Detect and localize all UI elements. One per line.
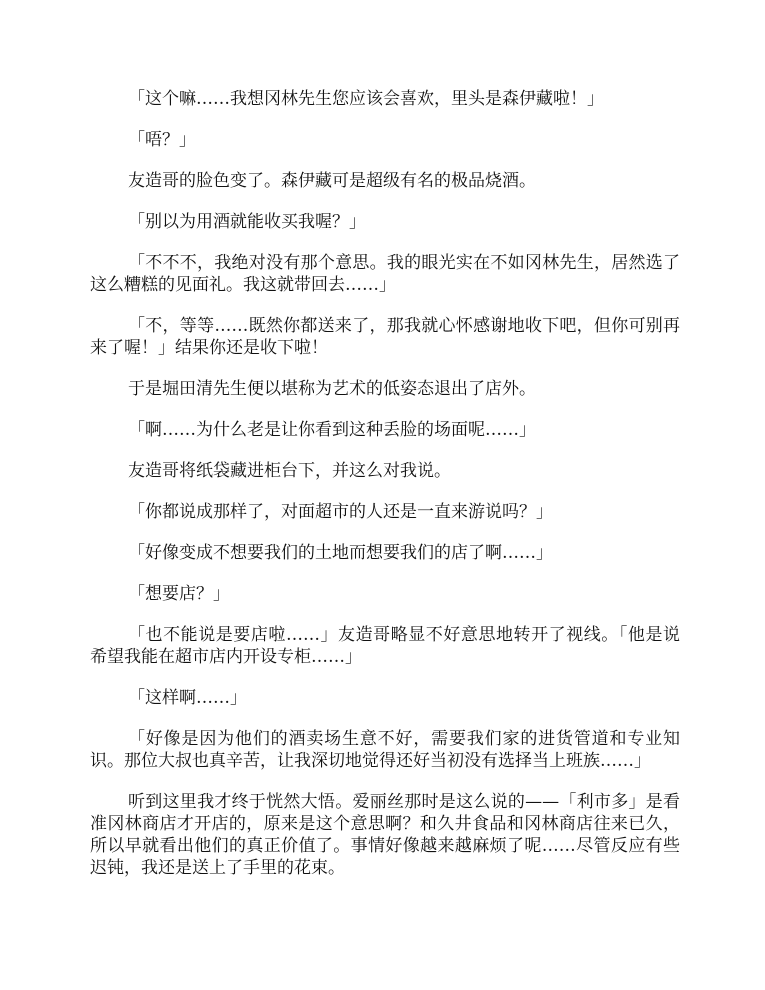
paragraph-11: 「好像变成不想要我们的土地而想要我们的店了啊……」 bbox=[128, 543, 553, 563]
paragraph-14: 「这样啊……」 bbox=[128, 688, 247, 708]
paragraph-13: 「也不能说是要店啦……」友造哥略显不好意思地转开了视线。「他是说希望我能在超市店内开设专柜……」 bbox=[90, 625, 680, 667]
body-text bbox=[90, 88, 680, 898]
paragraph-9: 友造哥将纸袋藏进柜台下，并这么对我说。 bbox=[128, 461, 451, 481]
paragraph-16: 听到这里我才终于恍然大悟。爱丽丝那时是这么说的——「利市多」是看准冈林商店才开店的，原来是这个意思啊？和久井食品和冈林商店往来已久，所以早就看出他们的真正价值了。事情好像越来越麻烦了呢……尽管反应有些迟钝，我还是送上了手里的花束。 bbox=[90, 792, 680, 878]
paragraph-1: 「这个嘛……我想冈林先生您应该会喜欢，里头是森伊藏啦！」 bbox=[128, 89, 604, 109]
paragraph-12: 「想要店？」 bbox=[128, 584, 230, 604]
paragraph-2: 「唔？」 bbox=[128, 130, 196, 150]
paragraph-3: 友造哥的脸色变了。森伊藏可是超级有名的极品烧酒。 bbox=[128, 171, 536, 191]
paragraph-6: 「不，等等……既然你都送来了，那我就心怀感谢地收下吧，但你可别再来了喔！」结果你还是收下啦！ bbox=[90, 316, 680, 358]
paragraph-15: 「好像是因为他们的酒卖场生意不好，需要我们家的进货管道和专业知识。那位大叔也真辛苦，让我深切地觉得还好当初没有选择当上班族……」 bbox=[90, 729, 680, 771]
paragraph-10: 「你都说成那样了，对面超市的人还是一直来游说吗？」 bbox=[128, 502, 553, 522]
paragraph-4: 「别以为用酒就能收买我喔？」 bbox=[128, 212, 366, 232]
paragraph-5: 「不不不，我绝对没有那个意思。我的眼光实在不如冈林先生，居然选了这么糟糕的见面礼。我这就带回去……」 bbox=[90, 253, 680, 295]
paragraph-7: 于是堀田清先生便以堪称为艺术的低姿态退出了店外。 bbox=[128, 379, 536, 399]
paragraph-8: 「啊……为什么老是让你看到这种丢脸的场面呢……」 bbox=[128, 420, 536, 440]
